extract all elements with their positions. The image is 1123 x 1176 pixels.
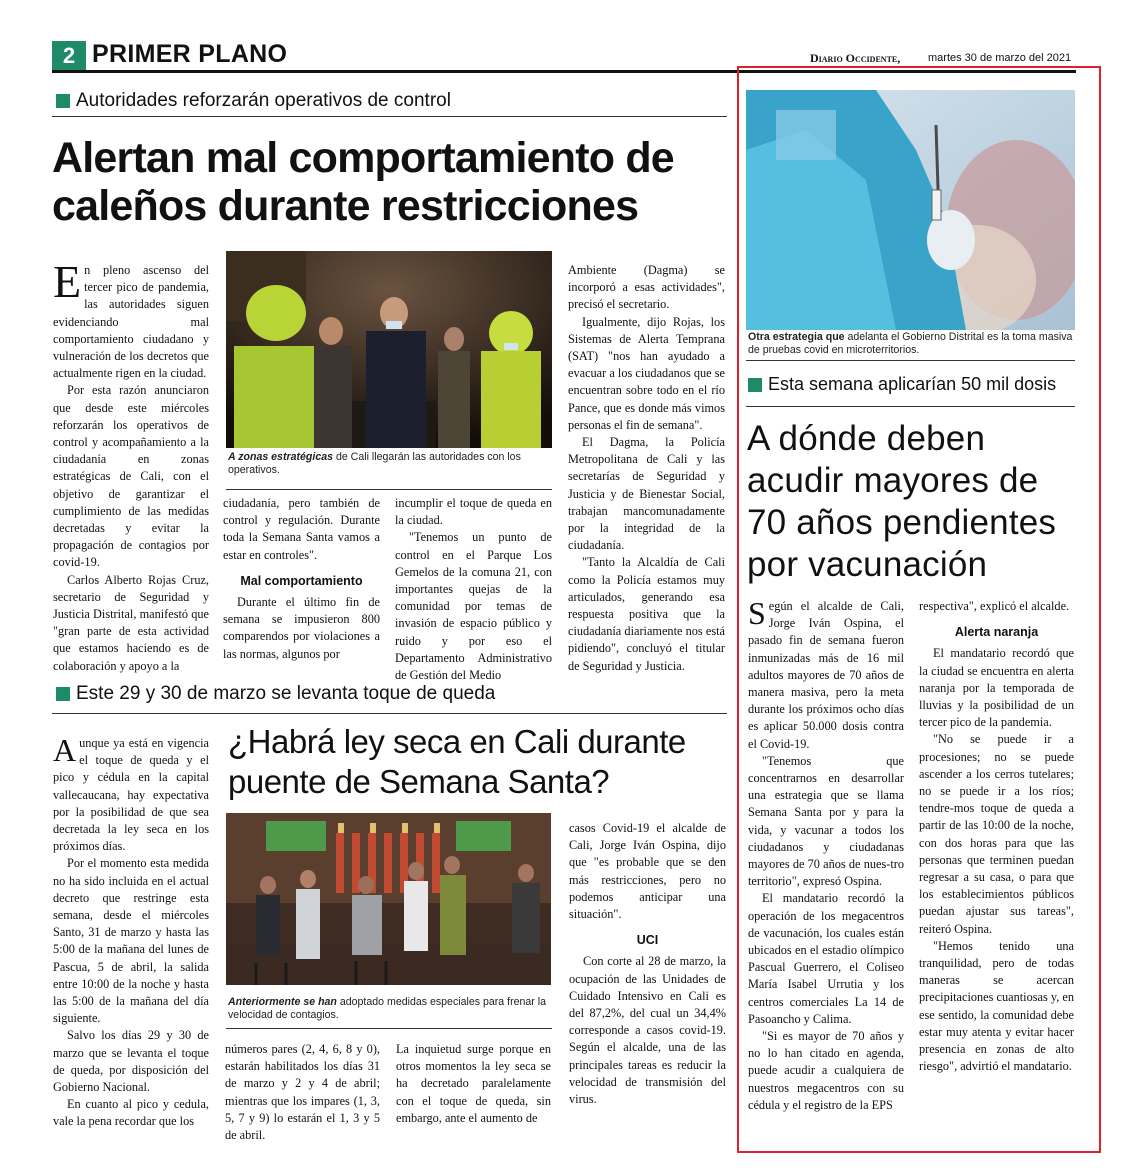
photo3-caption-rule [746,360,1075,361]
paragraph: En cuanto al pico y cedula, vale la pena recordar que los [53,1097,209,1129]
paragraph: Por el momento esta medida no ha sido incluida en el actual decreto que restringe esta semana, desde el miércoles Santo, 31 de marzo y hasta las 5:00 de la mañana del lunes de Pascua, 5 de abril, la salida entre 10:00 de la noche y hasta las 5:00 de la mañana del día siguiente. [53,856,209,1026]
paragraph: Igualmente, dijo Rojas, los Sistemas de Alerta Temprana (SAT) "nos han ayudado a evacuar a los ciudadanos que se encuentran sobre todo en el río Pance, que es donde más vimos personas el fin de semana". [568,314,725,432]
page-number-badge: 2 [52,41,86,71]
publication-name: Diario Occidente, [810,51,901,65]
police-checkpoint-photo [226,251,552,448]
subheading: Mal comportamiento [240,573,363,588]
article2-col2 [225,1041,380,1144]
paragraph: Ambiente (Dagma) se incorporó a esas actividades", precisó el secretario. [568,263,725,312]
paragraph: La inquietud surge porque en otros momentos la ley seca se ha decretado paralelamente con el toque de queda, sin embargo, ante el aumento de [396,1042,551,1125]
paragraph: El mandatario recordó la operación de los megacentros de vacunación, los cuales están ubicados en el estadio olímpico Pascual Guerrero, el Coliseo María Isabel Urrutia y los centros comerciales La 14 de Pasoancho y Calima. [748,891,904,1026]
paragraph: n pleno ascenso del tercer pico de pandemia, las autoridades siguen evidenciando mal comportamiento ciudadano y vulneración de los decretos que actualmente rigen en la ciudad. [53,263,209,381]
section-title: PRIMER PLANO [92,40,288,68]
paragraph: ciudadanía, pero también de control y regulación. Durante toda la Semana Santa vamos a estar en controles". [223,496,380,562]
caption-text: de Cali llegarán las autoridades con los operativos. [228,451,521,476]
article3-headline: A dónde deben acudir mayores de 70 años pendientes por vacunación [747,419,1057,584]
photo3-caption [748,331,1076,357]
paragraph: respectiva", explicó el alcalde. [919,599,1070,613]
article1-headline: Alertan mal comportamiento de caleños durante restricciones [52,134,674,230]
dropcap: E [53,256,82,307]
subheading: Alerta naranja [954,625,1039,640]
caption-bold: Anteriormente se han [228,996,337,1008]
article2-col4 [569,820,726,1108]
article2-col1 [53,732,209,1131]
paragraph: Salvo los días 29 y 30 de marzo que se levanta el toque de queda, por disposición del Gobierno Nacional. [53,1028,209,1095]
kicker-square-icon [56,94,70,108]
photo2-caption [228,996,554,1022]
paragraph: "Tenemos que concentrarnos en desarrollar una estrategia que se llama Semana Santa por y para la vida, y vacunar a todos los ciudadanos y ciudadanas mayores de 70 años de nues-tro territorio", expresó Ospina. [748,753,904,889]
kicker-text: Autoridades reforzarán operativos de control [76,90,451,111]
caption-text: adelanta el Gobierno Distrital es la toma masiva de pruebas covid en microterritorios. [748,331,1073,356]
kicker-square-icon [748,378,762,392]
kicker-text: Este 29 y 30 de marzo se levanta toque de queda [76,683,496,704]
paragraph: "Tanto la Alcaldía de Cali como la Policía estamos muy articulados, generando esa respuesta positiva que la ciudadanía diariamente nos está pidiendo", concluyó el titular de Seguridad y Justicia. [568,555,725,673]
article1-kicker [56,90,451,112]
liquor-store-photo [226,813,551,985]
vaccine-photo [746,90,1075,330]
article3-col1 [748,595,904,1114]
article1-col4 [568,262,725,675]
paragraph: "Si es mayor de 70 años y no lo han citado en agenda, puede acudir a cualquiera de nuestros megacentros con su cédula y el registro de la EPS [748,1029,904,1112]
paragraph: "Hemos tenido una tranquilidad, pero de todas maneras se acercan precipitaciones cuantiosas y, en ese sentido, la comunidad debe estar muy atenta y evitar hacer presencia en zonas de alto riesgo", advirtió el mandatario. [919,938,1074,1074]
article1-col1 [53,256,209,675]
paragraph: "No se puede ir a procesiones; no se puede ascender a los cerros tutelares; no se puede ir a los ríos; tendre-mos toque de queda a partir de las 10:00 de la noche, con dos horas para que las personas que terminen puedan regresar a su casa, o para que los establecimientos públicos puedan ajustar sus tareas", reiteró Ospina. [919,732,1074,936]
article3-kicker [748,374,1056,395]
paragraph: Por esta razón anunciaron que desde este miércoles reforzarán los operativos de control y acompañamiento a la ciudadanía en zonas estratégicas de Cali, con el objetivo de garantizar el cumplimiento de las medidas decretadas y evitar la propagación de contagios por covid-19. [53,383,209,570]
article2-col3 [396,1041,551,1127]
dropcap: A [53,732,77,768]
paragraph: Durante el último fin de semana se impusieron 800 comparendos por violaciones a las normas, algunos por [223,595,380,661]
article1-col3 [395,495,552,684]
photo2-caption-rule [226,1028,552,1029]
paragraph: egún el alcalde de Cali, Jorge Iván Ospina, el pasado fin de semana fueron inmunizadas más de 16 mil adultos mayores de 70 años de manera masiva, pero la meta durante los próximos ocho días es aplicar 50.000 dosis contra el Covid-19. [748,599,904,751]
paragraph: números pares (2, 4, 6, 8 y 0), estarán habilitados los días 31 de marzo y 2 y 4 de abril; mientras que los impares (1, 3, 5, 7 y 9) lo estarán el 1, 3 y 5 de abril. [225,1042,380,1143]
kicker-square-icon [56,687,70,701]
paragraph: Carlos Alberto Rojas Cruz, secretario de Seguridad y Justicia Distrital, manifestó que "gran parte de esta actividad que estamos haciendo es de colaboración y apoyo a la [53,572,209,673]
article2-kicker [56,683,495,705]
kicker-text: Esta semana aplicarían 50 mil dosis [768,374,1057,394]
article3-col2 [919,598,1074,1075]
caption-bold: Otra estrategia que [748,331,845,343]
caption-bold: A zonas estratégicas [228,451,334,463]
subheading: UCI [636,933,659,948]
article1-kicker-rule [52,116,727,117]
article2-kicker-rule [52,713,727,714]
article1-col2 [223,495,380,663]
dropcap: S [748,595,766,631]
paragraph: "Tenemos un punto de control en el Parque Los Gemelos de la comuna 21, con importantes quejas de la comunidad por temas de invasión de espacio público y ruido y por eso el Departamento Administrativo de Gestión del Medio [395,530,552,683]
paragraph: unque ya está en vigencia el toque de queda y el pico y cédula en la capital vallecaucana, hay expectativa por la posibilidad de que sea decretada la ley seca en los próximos días. [53,736,209,854]
article3-kicker-rule [746,406,1075,407]
paragraph: Con corte al 28 de marzo, la ocupación de las Unidades de Cuidado Intensivo en Cali es del 87,2%, del cual un 34,4% corresponde a casos covid-19. Según el alcalde, una de las principales tareas es reducir la velocidad de transmisión del virus. [569,954,726,1107]
photo1-caption [228,451,554,477]
paragraph: incumplir el toque de queda en la ciudad. [395,496,552,528]
photo1-caption-rule [226,489,552,490]
paragraph: casos Covid-19 el alcalde de Cali, Jorge Iván Ospina, dijo que "es probable que se den más restricciones, pero no podemos anticipar una situación". [569,821,726,922]
issue-date: martes 30 de marzo del 2021 [928,52,1072,64]
caption-text: adoptado medidas especiales para frenar la velocidad de contagios. [228,996,546,1021]
paragraph: El mandatario recordó que la ciudad se encuentra en alerta naranja por la temporada de lluvias y la posibilidad de un tercer pico de la pandemia. [919,646,1074,730]
paragraph: El Dagma, la Policía Metropolitana de Cali y las secretarías de Seguridad y Justicia y de Bienestar Social, trabajan mancomunadamente por la integridad de la ciudadanía. [568,435,725,553]
article2-headline: ¿Habrá ley seca en Cali durante puente de Semana Santa? [228,723,686,800]
